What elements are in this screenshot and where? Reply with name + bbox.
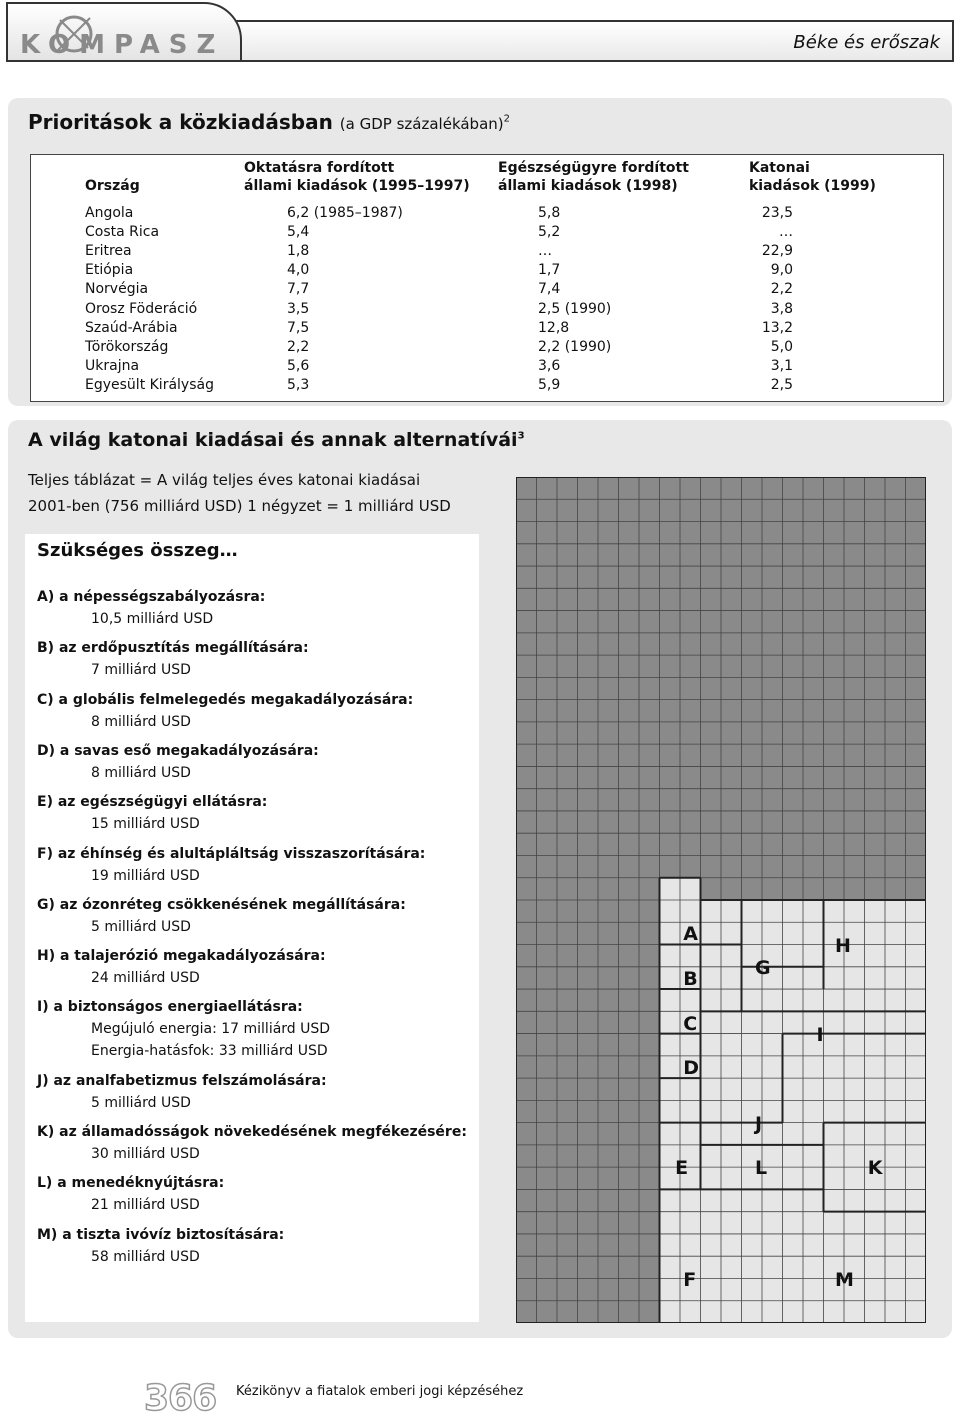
- cell-country: Ukrajna: [85, 357, 140, 374]
- alternative-item: [37, 689, 477, 733]
- table-row: [31, 377, 943, 396]
- page-header: [6, 0, 958, 66]
- page-number: 366: [144, 1378, 217, 1419]
- item-label: E) az egészségügyi ellátásra:: [37, 794, 268, 811]
- cell-mil: 23,5: [761, 205, 793, 221]
- military-spending-grid: [516, 477, 926, 1323]
- alternative-item: [37, 843, 477, 887]
- cell-mil: 13,2: [761, 319, 793, 336]
- logo-tab: [6, 2, 242, 62]
- logo-text: KOMPASZ: [20, 30, 225, 60]
- spending-table: [30, 154, 944, 402]
- cell-edu: 5,3: [287, 376, 310, 393]
- cell-mil: 3,1: [770, 357, 793, 374]
- item-amount: 10,5 milliárd USD: [91, 611, 214, 627]
- cell-country: Etiópia: [85, 262, 134, 279]
- cell-mil: …: [779, 224, 793, 241]
- alternative-item: [37, 996, 477, 1062]
- alternative-item: [37, 740, 477, 784]
- grid-label-k: K: [867, 1157, 883, 1180]
- cell-country: Egyesült Királyság: [85, 376, 214, 393]
- cell-edu: 7,7: [287, 281, 310, 298]
- alternative-item: [37, 791, 477, 835]
- cell-health: 12,8: [538, 319, 570, 336]
- alternatives-area: [701, 900, 927, 1323]
- grid-svg: [516, 477, 926, 1323]
- grid-label-c: C: [683, 1012, 698, 1035]
- grid-label-e: E: [675, 1157, 689, 1180]
- cell-mil: 3,8: [770, 300, 793, 317]
- alternatives-title: A világ katonai kiadásai és annak alternatívái$^3$: [28, 429, 525, 451]
- cell-health: 1,7: [538, 262, 561, 279]
- cell-health: 5,8: [538, 205, 561, 221]
- item-amount: 5 milliárd USD: [91, 918, 191, 935]
- grid-label-m: M: [835, 1268, 854, 1291]
- spending-priorities-panel: [8, 98, 952, 406]
- cell-health: 2,2 (1990): [538, 338, 612, 355]
- grid-label-f: F: [683, 1268, 697, 1291]
- item-amount: 21 milliárd USD: [91, 1197, 200, 1214]
- description-line-1: Teljes táblázat = A világ teljes éves katonai kiadásai: [28, 471, 421, 489]
- alternative-item: [37, 1172, 477, 1216]
- cell-health: 3,6: [538, 357, 561, 374]
- cell-country: Orosz Föderáció: [85, 300, 198, 317]
- col-health: Egészségügyre fordított állami kiadások (1998): [498, 160, 689, 194]
- cell-edu: 5,6: [287, 357, 310, 374]
- item-amount: 58 milliárd USD: [91, 1248, 200, 1265]
- item-label: B) az erdőpusztítás megállítására:: [37, 640, 309, 657]
- item-label: J) az analfabetizmus felszámolására:: [37, 1072, 327, 1089]
- cell-edu: 4,0: [287, 262, 310, 279]
- cell-country: Norvégia: [85, 281, 149, 298]
- item-amount: 8 milliárd USD: [91, 764, 191, 781]
- alternative-item: [37, 1070, 477, 1114]
- table-row: [31, 301, 943, 320]
- cell-health: …: [538, 243, 552, 260]
- cell-health: 5,2: [538, 224, 561, 241]
- table-title: Prioritások a közkiadásban (a GDP százalékában)$^2$: [28, 110, 510, 134]
- item-label: H) a talajerózió megakadályozására:: [37, 948, 326, 965]
- grid-label-j: J: [755, 1112, 763, 1135]
- table-row: [31, 224, 943, 243]
- item-amount: 19 milliárd USD: [91, 867, 200, 884]
- footnote-mark: 2: [503, 113, 510, 125]
- alternative-item: [37, 945, 477, 989]
- table-row: [31, 262, 943, 281]
- item-label: D) a savas eső megakadályozására:: [37, 742, 319, 759]
- item-label: L) a menedéknyújtásra:: [37, 1175, 225, 1192]
- cell-mil: 5,0: [770, 338, 793, 355]
- table-row: [31, 243, 943, 262]
- item-amount-2: Energia-hatásfok: 33 milliárd USD: [91, 1043, 328, 1060]
- item-amount: 8 milliárd USD: [91, 713, 191, 730]
- table-row: [31, 205, 943, 224]
- col-education: Oktatásra fordított állami kiadások (1995–1997): [244, 160, 470, 194]
- col-military: Katonai kiadások (1999): [749, 160, 876, 194]
- table-row: [31, 358, 943, 377]
- cell-mil: 2,2: [770, 281, 793, 298]
- alternative-item: [37, 1224, 477, 1268]
- needed-amounts-list: [25, 534, 479, 1322]
- cell-health: 5,9: [538, 376, 561, 393]
- cell-country: Eritrea: [85, 243, 132, 260]
- cell-edu: 2,2: [287, 338, 310, 355]
- cell-country: Costa Rica: [85, 224, 160, 241]
- needed-heading: Szükséges összeg…: [37, 540, 238, 561]
- table-row: [31, 281, 943, 300]
- cell-health: 7,4: [538, 281, 561, 298]
- item-label: F) az éhínség és alultápláltság visszaszorítására:: [37, 845, 426, 862]
- item-label: A) a népességszabályozásra:: [37, 589, 266, 605]
- grid-label-i: I: [816, 1023, 824, 1046]
- item-amount: 30 milliárd USD: [91, 1146, 200, 1162]
- grid-label-l: L: [755, 1157, 768, 1180]
- alternative-item: [37, 586, 477, 630]
- cell-country: Törökország: [85, 338, 169, 355]
- cell-mil: 22,9: [761, 243, 793, 260]
- item-amount: 5 milliárd USD: [91, 1094, 191, 1111]
- cell-edu: 6,2 (1985–1987): [287, 205, 403, 221]
- cell-mil: 9,0: [770, 262, 793, 279]
- alternative-item: [37, 637, 477, 681]
- cell-edu: 3,5: [287, 300, 310, 317]
- cell-edu: 1,8: [287, 243, 310, 260]
- alternative-item: [37, 894, 477, 938]
- grid-label-h: H: [835, 934, 851, 957]
- cell-mil: 2,5: [770, 376, 793, 393]
- table-row: [31, 320, 943, 339]
- item-label: C) a globális felmelegedés megakadályozására:: [37, 691, 414, 708]
- cell-country: Szaúd-Arábia: [85, 319, 178, 336]
- item-label: K) az államadósságok növekedésének megfékezésére:: [37, 1124, 467, 1140]
- item-label: G) az ózonréteg csökkenésének megállítására:: [37, 896, 406, 913]
- item-amount: 7 milliárd USD: [91, 662, 191, 679]
- grid-label-a: A: [683, 923, 699, 946]
- grid-label-d: D: [683, 1057, 700, 1080]
- item-amount: Megújuló energia: 17 milliárd USD: [91, 1021, 331, 1038]
- section-title: Béke és erőszak: [793, 32, 940, 53]
- table-subtitle: (a GDP százalékában): [339, 115, 504, 133]
- col-country: Ország: [85, 178, 140, 194]
- alternative-item: [37, 1121, 477, 1165]
- cell-health: 2,5 (1990): [538, 300, 612, 317]
- item-label: I) a biztonságos energiaellátásra:: [37, 999, 303, 1016]
- description-line-2: 2001-ben (756 milliárd USD) 1 négyzet = 1 milliárd USD: [28, 497, 451, 515]
- book-title: Kézikönyv a fiatalok emberi jogi képzéséhez: [236, 1384, 524, 1399]
- cell-edu: 5,4: [287, 224, 310, 241]
- cell-edu: 7,5: [287, 319, 310, 336]
- item-label: M) a tiszta ivóvíz biztosítására:: [37, 1226, 285, 1243]
- grid-label-g: G: [755, 956, 771, 979]
- grid-label-b: B: [683, 968, 698, 991]
- cell-country: Angola: [85, 205, 134, 221]
- table-row: [31, 339, 943, 358]
- item-amount: 15 milliárd USD: [91, 816, 200, 833]
- footnote-mark: 3: [517, 430, 525, 442]
- item-amount: 24 milliárd USD: [91, 970, 200, 987]
